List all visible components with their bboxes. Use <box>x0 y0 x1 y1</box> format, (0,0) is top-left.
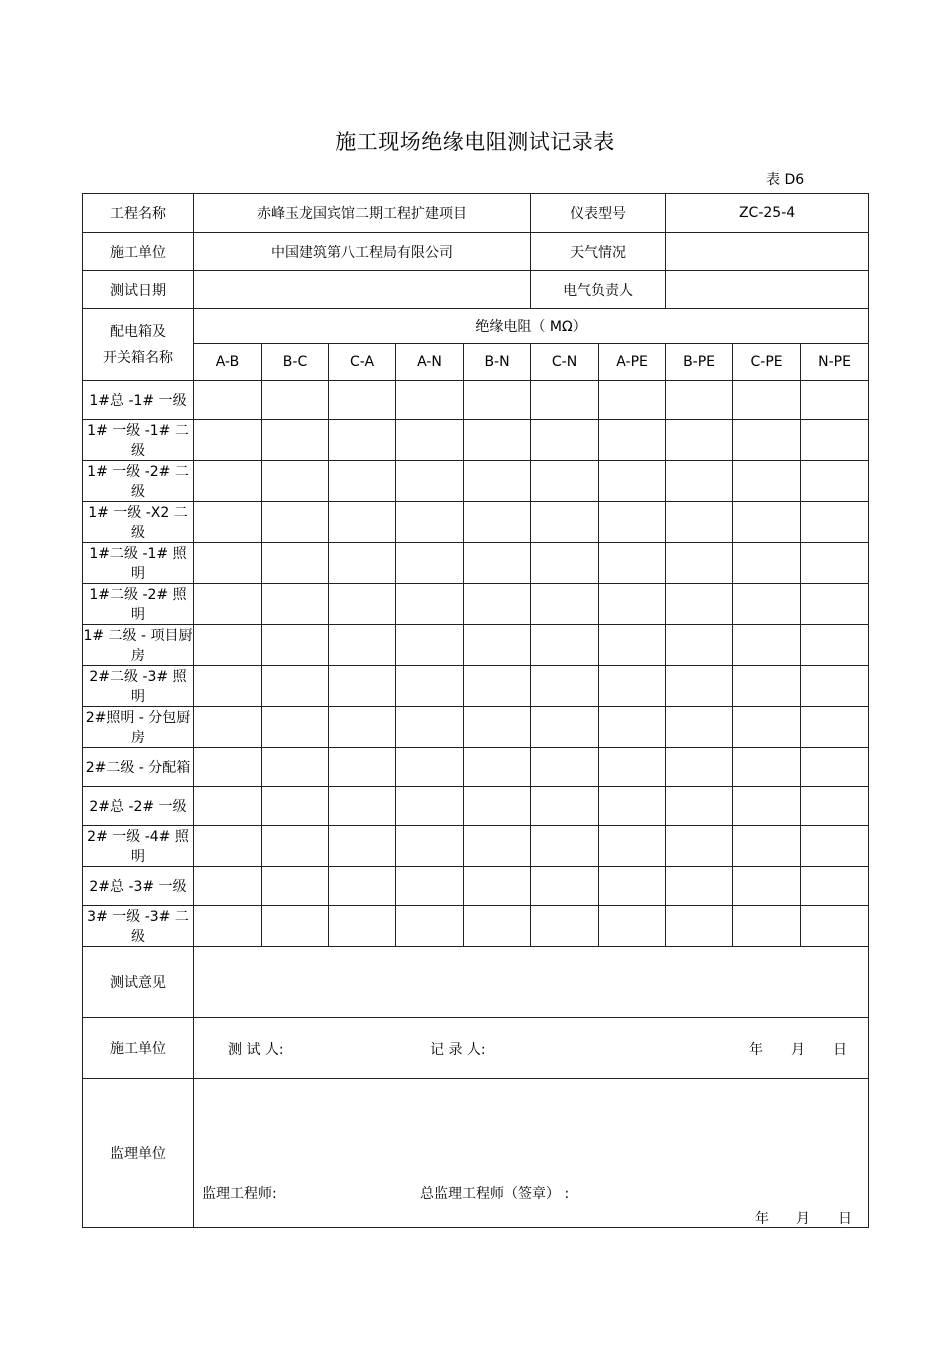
table-row <box>83 543 869 584</box>
resistance-value-cell[interactable] <box>396 584 464 625</box>
resistance-value-cell[interactable] <box>666 867 733 906</box>
supervisor-month: 月 <box>796 1211 810 1227</box>
resistance-value-cell[interactable] <box>329 666 396 707</box>
resistance-value-cell[interactable] <box>194 787 262 826</box>
resistance-value-cell[interactable] <box>531 502 599 543</box>
resistance-value-cell[interactable] <box>262 666 329 707</box>
resistance-value-cell[interactable] <box>194 420 262 461</box>
resistance-value-cell[interactable] <box>733 906 801 947</box>
resistance-value-cell[interactable] <box>733 787 801 826</box>
resistance-value-cell[interactable] <box>464 826 531 867</box>
column-header: A-B <box>194 344 262 381</box>
box-name-cell: 1#二级 -2# 照明 <box>83 584 194 625</box>
resistance-value-cell[interactable] <box>733 748 801 787</box>
table-row <box>83 787 869 826</box>
resistance-value-cell[interactable] <box>801 625 869 666</box>
supervisor-sign-label: 监理单位 <box>83 1079 194 1228</box>
resistance-value-cell[interactable] <box>599 381 666 420</box>
resistance-value-cell[interactable] <box>262 381 329 420</box>
box-name-cell: 1#二级 -1# 照明 <box>83 543 194 584</box>
resistance-value-cell[interactable] <box>396 748 464 787</box>
box-name-cell: 2#总 -3# 一级 <box>83 867 194 906</box>
resistance-value-cell[interactable] <box>464 502 531 543</box>
resistance-value-cell[interactable] <box>396 461 464 502</box>
resistance-value-cell[interactable] <box>666 748 733 787</box>
box-name-cell: 1# 二级 - 项目厨房 <box>83 625 194 666</box>
resistance-value-cell[interactable] <box>801 461 869 502</box>
electrical-lead-value[interactable] <box>666 271 869 309</box>
resistance-label: 绝缘电阻（ MΩ） <box>194 309 869 344</box>
page-title: 施工现场绝缘电阻测试记录表 <box>335 130 615 154</box>
resistance-value-cell[interactable] <box>733 707 801 748</box>
resistance-value-cell[interactable] <box>531 543 599 584</box>
chief-engineer-label: 总监理工程师（签章） : <box>420 1186 570 1202</box>
resistance-value-cell[interactable] <box>464 543 531 584</box>
resistance-value-cell[interactable] <box>464 906 531 947</box>
supervising-engineer-label: 监理工程师: <box>202 1186 277 1202</box>
resistance-value-cell[interactable] <box>262 420 329 461</box>
contractor-year: 年 <box>749 1042 763 1058</box>
box-name-label-line1: 配电箱及 <box>110 323 166 340</box>
box-name-cell: 2#照明 - 分包厨房 <box>83 707 194 748</box>
resistance-value-cell[interactable] <box>396 502 464 543</box>
table-row <box>83 502 869 543</box>
resistance-value-cell[interactable] <box>262 584 329 625</box>
contractor-sign-label: 施工单位 <box>83 1018 194 1079</box>
resistance-value-cell[interactable] <box>531 420 599 461</box>
resistance-value-cell[interactable] <box>262 826 329 867</box>
form-code: 表 D6 <box>766 172 805 188</box>
resistance-value-cell[interactable] <box>531 826 599 867</box>
resistance-value-cell[interactable] <box>733 867 801 906</box>
box-name-header <box>83 309 194 381</box>
resistance-value-cell[interactable] <box>531 666 599 707</box>
resistance-value-cell[interactable] <box>194 748 262 787</box>
resistance-value-cell[interactable] <box>666 381 733 420</box>
resistance-value-cell[interactable] <box>599 666 666 707</box>
resistance-value-cell[interactable] <box>801 826 869 867</box>
table-row <box>83 748 869 787</box>
resistance-value-cell[interactable] <box>464 666 531 707</box>
table-row <box>83 625 869 666</box>
resistance-value-cell[interactable] <box>262 707 329 748</box>
column-header: N-PE <box>801 344 869 381</box>
tester-label: 测 试 人: <box>228 1042 284 1058</box>
resistance-value-cell[interactable] <box>531 461 599 502</box>
resistance-value-cell[interactable] <box>666 666 733 707</box>
resistance-value-cell[interactable] <box>194 381 262 420</box>
resistance-value-cell[interactable] <box>396 906 464 947</box>
resistance-value-cell[interactable] <box>396 666 464 707</box>
column-header: B-PE <box>666 344 733 381</box>
resistance-value-cell[interactable] <box>666 584 733 625</box>
resistance-value-cell[interactable] <box>464 748 531 787</box>
table-row <box>83 867 869 906</box>
opinion-row <box>83 947 869 1018</box>
resistance-value-cell[interactable] <box>531 381 599 420</box>
resistance-value-cell[interactable] <box>194 707 262 748</box>
column-header: C-A <box>329 344 396 381</box>
record-table <box>82 193 869 1228</box>
resistance-value-cell[interactable] <box>599 461 666 502</box>
resistance-value-cell[interactable] <box>396 867 464 906</box>
resistance-value-cell[interactable] <box>599 867 666 906</box>
contractor-month: 月 <box>791 1042 805 1058</box>
resistance-value-cell[interactable] <box>329 502 396 543</box>
resistance-value-cell[interactable] <box>262 787 329 826</box>
resistance-header-row <box>83 309 869 344</box>
resistance-value-cell[interactable] <box>801 787 869 826</box>
box-name-cell: 1# 一级 -X2 二级 <box>83 502 194 543</box>
resistance-value-cell[interactable] <box>801 420 869 461</box>
box-name-cell: 1#总 -1# 一级 <box>83 381 194 420</box>
resistance-value-cell[interactable] <box>666 502 733 543</box>
resistance-value-cell[interactable] <box>733 543 801 584</box>
box-name-cell: 1# 一级 -2# 二级 <box>83 461 194 502</box>
table-row <box>83 666 869 707</box>
resistance-value-cell[interactable] <box>666 461 733 502</box>
resistance-value-cell[interactable] <box>599 906 666 947</box>
resistance-value-cell[interactable] <box>262 625 329 666</box>
resistance-value-cell[interactable] <box>531 625 599 666</box>
supervisor-sign-row <box>83 1079 869 1228</box>
resistance-value-cell[interactable] <box>329 826 396 867</box>
box-name-cell: 2# 一级 -4# 照明 <box>83 826 194 867</box>
resistance-value-cell[interactable] <box>666 707 733 748</box>
resistance-value-cell[interactable] <box>801 543 869 584</box>
resistance-value-cell[interactable] <box>599 502 666 543</box>
column-header-row <box>83 344 869 381</box>
column-header: B-N <box>464 344 531 381</box>
instrument-label: 仪表型号 <box>531 194 666 233</box>
resistance-value-cell[interactable] <box>531 707 599 748</box>
resistance-value-cell[interactable] <box>329 381 396 420</box>
resistance-value-cell[interactable] <box>599 826 666 867</box>
resistance-value-cell[interactable] <box>396 381 464 420</box>
resistance-value-cell[interactable] <box>464 625 531 666</box>
weather-label: 天气情况 <box>531 233 666 271</box>
resistance-value-cell[interactable] <box>599 543 666 584</box>
resistance-value-cell[interactable] <box>801 666 869 707</box>
resistance-value-cell[interactable] <box>733 826 801 867</box>
resistance-value-cell[interactable] <box>531 748 599 787</box>
test-date-label: 测试日期 <box>83 271 194 309</box>
resistance-value-cell[interactable] <box>599 707 666 748</box>
resistance-value-cell[interactable] <box>329 461 396 502</box>
resistance-value-cell[interactable] <box>801 748 869 787</box>
resistance-value-cell[interactable] <box>464 584 531 625</box>
resistance-value-cell[interactable] <box>801 906 869 947</box>
resistance-value-cell[interactable] <box>396 707 464 748</box>
table-row <box>83 826 869 867</box>
resistance-value-cell[interactable] <box>329 787 396 826</box>
project-name-label: 工程名称 <box>83 194 194 233</box>
table-row <box>83 461 869 502</box>
weather-value[interactable] <box>666 233 869 271</box>
column-header: C-PE <box>733 344 801 381</box>
resistance-value-cell[interactable] <box>666 826 733 867</box>
resistance-value-cell[interactable] <box>396 543 464 584</box>
resistance-value-cell[interactable] <box>194 584 262 625</box>
resistance-value-cell[interactable] <box>801 502 869 543</box>
resistance-value-cell[interactable] <box>262 906 329 947</box>
resistance-value-cell[interactable] <box>666 906 733 947</box>
resistance-value-cell[interactable] <box>194 543 262 584</box>
resistance-value-cell[interactable] <box>329 543 396 584</box>
resistance-value-cell[interactable] <box>329 584 396 625</box>
resistance-value-cell[interactable] <box>733 666 801 707</box>
resistance-value-cell[interactable] <box>599 584 666 625</box>
resistance-value-cell[interactable] <box>329 906 396 947</box>
header-row-date <box>83 271 869 309</box>
resistance-value-cell[interactable] <box>599 748 666 787</box>
resistance-value-cell[interactable] <box>194 867 262 906</box>
resistance-value-cell[interactable] <box>599 420 666 461</box>
resistance-value-cell[interactable] <box>194 906 262 947</box>
box-name-label-line2: 开关箱名称 <box>103 349 173 366</box>
resistance-value-cell[interactable] <box>464 787 531 826</box>
column-header: C-N <box>531 344 599 381</box>
table-row <box>83 707 869 748</box>
resistance-value-cell[interactable] <box>329 625 396 666</box>
resistance-value-cell[interactable] <box>194 666 262 707</box>
table-row <box>83 906 869 947</box>
resistance-value-cell[interactable] <box>599 625 666 666</box>
supervisor-sign-cell <box>194 1079 869 1228</box>
resistance-value-cell[interactable] <box>262 748 329 787</box>
resistance-value-cell[interactable] <box>531 584 599 625</box>
table-row <box>83 381 869 420</box>
resistance-value-cell[interactable] <box>262 461 329 502</box>
contractor-sign-row <box>83 1018 869 1079</box>
resistance-value-cell[interactable] <box>262 502 329 543</box>
supervisor-year: 年 <box>755 1211 769 1227</box>
opinion-value[interactable] <box>194 947 869 1018</box>
resistance-value-cell[interactable] <box>396 826 464 867</box>
resistance-value-cell[interactable] <box>666 787 733 826</box>
box-name-cell: 2#二级 -3# 照明 <box>83 666 194 707</box>
box-name-cell: 1# 一级 -1# 二级 <box>83 420 194 461</box>
resistance-value-cell[interactable] <box>464 461 531 502</box>
resistance-value-cell[interactable] <box>329 748 396 787</box>
resistance-value-cell[interactable] <box>464 381 531 420</box>
instrument-value: ZC-25-4 <box>666 194 869 233</box>
resistance-value-cell[interactable] <box>801 584 869 625</box>
contractor-sign-cell <box>194 1018 869 1079</box>
contractor-day: 日 <box>833 1042 847 1058</box>
contractor-label: 施工单位 <box>83 233 194 271</box>
column-header: B-C <box>262 344 329 381</box>
resistance-value-cell[interactable] <box>464 707 531 748</box>
recorder-label: 记 录 人: <box>430 1042 486 1058</box>
resistance-value-cell[interactable] <box>801 707 869 748</box>
electrical-lead-label: 电气负责人 <box>531 271 666 309</box>
column-header: A-PE <box>599 344 666 381</box>
resistance-value-cell[interactable] <box>194 625 262 666</box>
resistance-value-cell[interactable] <box>599 787 666 826</box>
resistance-value-cell[interactable] <box>666 625 733 666</box>
resistance-value-cell[interactable] <box>733 584 801 625</box>
resistance-value-cell[interactable] <box>262 543 329 584</box>
resistance-value-cell[interactable] <box>194 461 262 502</box>
resistance-value-cell[interactable] <box>464 420 531 461</box>
resistance-value-cell[interactable] <box>329 707 396 748</box>
resistance-value-cell[interactable] <box>531 867 599 906</box>
resistance-value-cell[interactable] <box>396 625 464 666</box>
header-row-contractor <box>83 233 869 271</box>
resistance-value-cell[interactable] <box>194 826 262 867</box>
resistance-value-cell[interactable] <box>262 867 329 906</box>
resistance-value-cell[interactable] <box>801 381 869 420</box>
resistance-value-cell[interactable] <box>733 502 801 543</box>
resistance-value-cell[interactable] <box>733 625 801 666</box>
header-row-project <box>83 194 869 233</box>
project-name-value: 赤峰玉龙国宾馆二期工程扩建项目 <box>194 194 531 233</box>
box-name-cell: 2#二级 - 分配箱 <box>83 748 194 787</box>
box-name-cell: 3# 一级 -3# 二级 <box>83 906 194 947</box>
resistance-value-cell[interactable] <box>329 867 396 906</box>
resistance-value-cell[interactable] <box>733 461 801 502</box>
resistance-value-cell[interactable] <box>666 420 733 461</box>
supervisor-day: 日 <box>838 1211 852 1227</box>
box-name-cell: 2#总 -2# 一级 <box>83 787 194 826</box>
resistance-value-cell[interactable] <box>396 787 464 826</box>
resistance-value-cell[interactable] <box>531 787 599 826</box>
table-row <box>83 584 869 625</box>
contractor-value: 中国建筑第八工程局有限公司 <box>194 233 531 271</box>
resistance-value-cell[interactable] <box>801 867 869 906</box>
opinion-label: 测试意见 <box>83 947 194 1018</box>
column-header: A-N <box>396 344 464 381</box>
table-row <box>83 420 869 461</box>
resistance-value-cell[interactable] <box>396 420 464 461</box>
resistance-value-cell[interactable] <box>329 420 396 461</box>
resistance-value-cell[interactable] <box>531 906 599 947</box>
resistance-value-cell[interactable] <box>194 502 262 543</box>
resistance-value-cell[interactable] <box>733 381 801 420</box>
resistance-value-cell[interactable] <box>733 420 801 461</box>
resistance-value-cell[interactable] <box>666 543 733 584</box>
test-date-value[interactable] <box>194 271 531 309</box>
resistance-value-cell[interactable] <box>464 867 531 906</box>
